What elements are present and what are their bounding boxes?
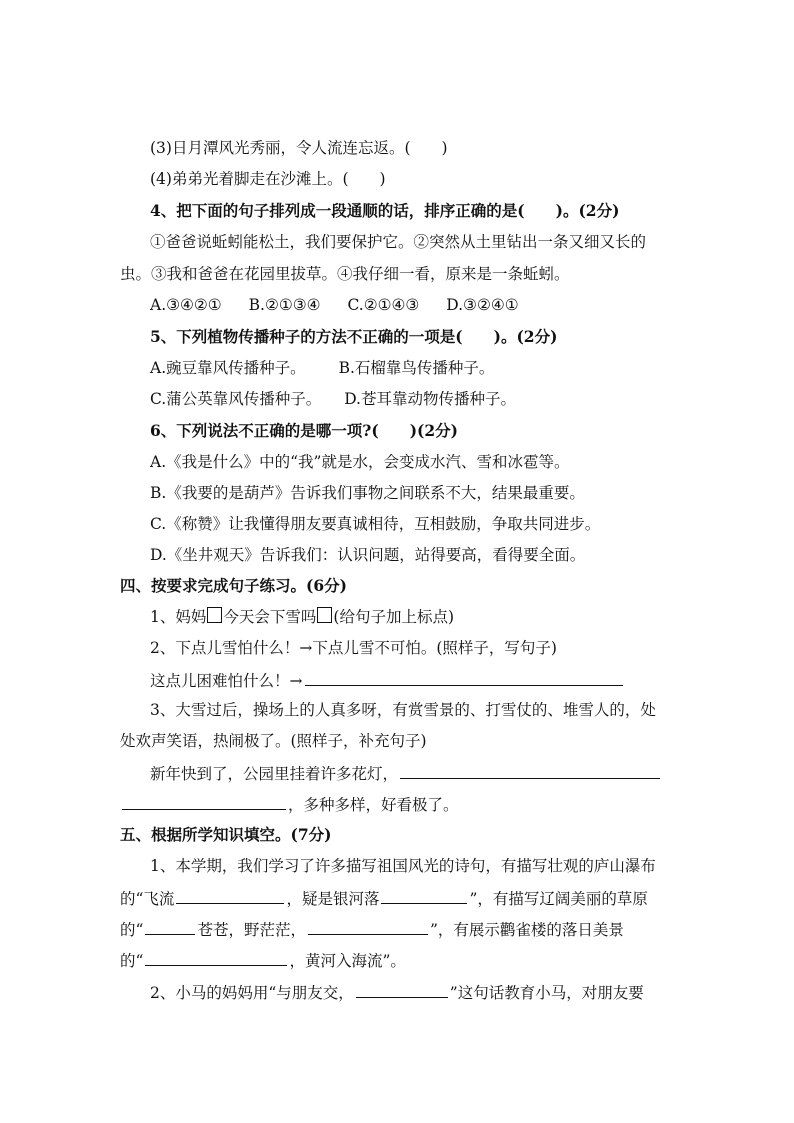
sec5-line-3-c: ”，有展示鹳雀楼的落日美景 <box>429 921 624 939</box>
sec4-item-1-hint: (给句子加上标点) <box>333 608 454 626</box>
q5-option-b[interactable]: B.石榴靠鸟传播种子。 <box>338 359 495 377</box>
poem-blank[interactable] <box>381 885 467 904</box>
q5-title: 5、下列植物传播种子的方法不正确的一项是( )。(2分) <box>150 327 558 346</box>
sec4-item-1-text-a: 1、妈妈 <box>150 608 207 626</box>
q5-option-a[interactable]: A.豌豆靠风传播种子。 <box>150 359 306 377</box>
sec5-line-3-a: 的“ <box>120 921 144 939</box>
sec5-line-2-c: ”，有描写辽阔美丽的草原 <box>469 890 648 908</box>
sec5-line-2-a: 的“飞流 <box>120 890 175 908</box>
sec5-line-5-b: ”这句话教育小马，对朋友要 <box>449 984 644 1002</box>
sec4-item-2: 2、下点儿雪怕什么！→下点儿雪不可怕。(照样子，写句子) <box>150 639 557 657</box>
answer-blank[interactable] <box>122 791 286 810</box>
q5-options-ab <box>150 356 674 380</box>
sec4-item-3-line-2: 处欢声笑语，热闹极了。(照样子，补充句子) <box>120 732 427 750</box>
poem-blank[interactable] <box>145 947 287 966</box>
q3-sentence-3: (3)日月潭风光秀丽，令人流连忘返。( ) <box>150 139 448 157</box>
sec4-item-2-answer <box>150 667 674 693</box>
q6-option-c[interactable]: C.《称赞》让我懂得朋友要真诚相待，互相鼓励，争取共同进步。 <box>150 515 601 533</box>
q4-option-b[interactable]: B.②①③④ <box>248 296 321 314</box>
sec5-line-3 <box>120 916 674 942</box>
sec4-item-2-prompt: 这点儿困难怕什么！→ <box>150 672 303 690</box>
q6-option-b[interactable]: B.《我要的是葫芦》告诉我们事物之间联系不大，结果最重要。 <box>150 484 585 502</box>
punctuation-box-1[interactable] <box>207 607 222 623</box>
sec5-line-5 <box>150 979 674 1005</box>
answer-blank[interactable] <box>400 760 660 779</box>
q6-option-a[interactable]: A.《我是什么》中的“我”就是水，会变成水汽、雪和冰雹等。 <box>150 453 570 471</box>
poem-blank[interactable] <box>308 916 428 935</box>
sec4-item-3-ending: ，多种多样，好看极了。 <box>288 796 459 814</box>
sec5-line-3-b: 苍苍，野茫茫， <box>197 921 306 939</box>
q4-option-d[interactable]: D.③②④① <box>446 296 519 314</box>
sec4-item-1-text-b: 今天会下雪吗 <box>223 608 317 626</box>
sec5-line-2-b: ，疑是银河落 <box>286 890 380 908</box>
q3-sentence-4: (4)弟弟光着脚走在沙滩上。( ) <box>150 170 386 188</box>
q6-title: 6、下列说法不正确的是哪一项?( )(2分) <box>150 421 458 440</box>
sec5-line-4-a: 的“ <box>120 952 144 970</box>
poem-blank[interactable] <box>176 885 284 904</box>
sec5-line-4-b: ，黄河入海流”。 <box>289 952 406 970</box>
q5-option-c[interactable]: C.蒲公英靠风传播种子。 <box>150 390 322 408</box>
q5-options-cd <box>150 387 674 411</box>
q6-option-d[interactable]: D.《坐井观天》告诉我们：认识问题，站得要高，看得要全面。 <box>150 546 586 564</box>
sec4-item-3-line-4 <box>120 791 674 817</box>
section-4-title: 四、按要求完成句子练习。(6分) <box>120 576 347 595</box>
q4-text-2: 虫。③我和爸爸在花园里拔草。④我仔细一看，原来是一条蚯蚓。 <box>120 265 570 283</box>
q4-option-c[interactable]: C.②①④③ <box>347 296 420 314</box>
sec5-line-5-a: 2、小马的妈妈用“与朋友交， <box>150 984 354 1002</box>
sec5-line-2 <box>120 885 674 911</box>
q4-text-1: ①爸爸说蚯蚓能松土，我们要保护它。②突然从土里钻出一条又细又长的 <box>150 233 647 251</box>
sec5-line-4 <box>120 947 674 973</box>
punctuation-box-2[interactable] <box>317 607 332 623</box>
proverb-blank[interactable] <box>356 979 448 998</box>
q4-options <box>150 293 674 317</box>
answer-blank[interactable] <box>305 667 623 686</box>
q4-title: 4、把下面的句子排列成一段通顺的话，排序正确的是( )。(2分) <box>150 201 620 220</box>
poem-blank[interactable] <box>145 916 195 935</box>
sec4-item-3-line-1: 3、大雪过后，操场上的人真多呀，有赏雪景的、打雪仗的、堆雪人的，处 <box>150 701 656 719</box>
section-5-title: 五、根据所学知识填空。(7分) <box>120 825 332 844</box>
q4-option-a[interactable]: A.③④②① <box>150 296 222 314</box>
sec4-item-3-prompt: 新年快到了，公园里挂着许多花灯， <box>150 765 399 783</box>
sec4-item-3-line-3 <box>150 760 674 786</box>
sec5-line-1: 1、本学期，我们学习了许多描写祖国风光的诗句，有描写壮观的庐山瀑布 <box>150 857 656 875</box>
q5-option-d[interactable]: D.苍耳靠动物传播种子。 <box>344 390 516 408</box>
sec4-item-1 <box>150 605 674 629</box>
